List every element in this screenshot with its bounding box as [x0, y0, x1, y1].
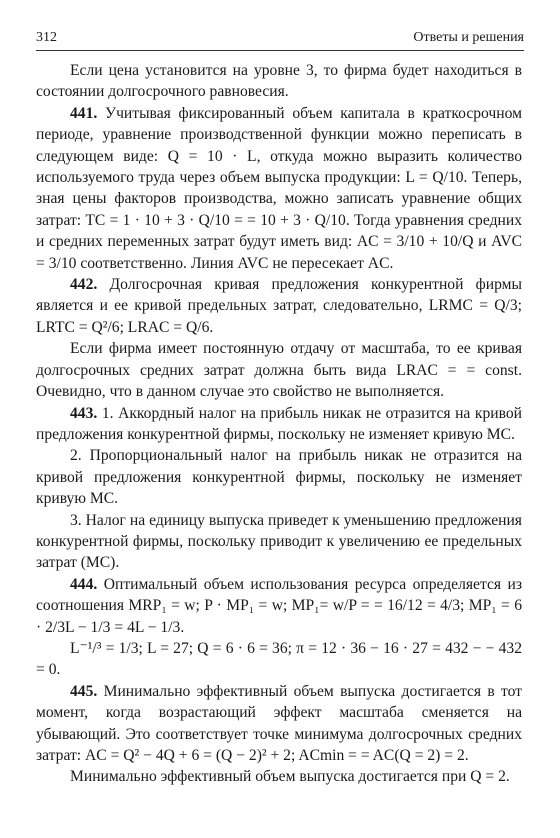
page-number: 312: [36, 30, 57, 45]
problem-number: 445.: [70, 682, 98, 700]
paragraph: 2. Пропорциональный налог на прибыль никак не отразится на кривой предложения конкурентной фирмы, поскольку не изменяет кривую MC.: [36, 447, 522, 508]
paragraph: Если фирма имеет постоянную отдачу от масштаба, то ее кривая долгосрочных средних затрат должна быть вида LRAC = = const. Очевидно, что в данном случае это свойство не выполняется.: [36, 340, 522, 401]
problem-number: 443.: [70, 404, 98, 422]
running-header: [36, 26, 524, 51]
paragraph: Если цена установится на уровне 3, то фирма будет находиться в состоянии долгосрочного равновесия.: [36, 62, 522, 101]
paragraph: 441. Учитывая фиксированный объем капитала в краткосрочном периоде, уравнение производственной функции можно переписать в следующем виде: Q = 10 · L, откуда можно выразить количество используемого труда через объем выпуска продукции: L = Q/10. Теперь, зная цены факторов производства, можно записать уравнение общих затрат: TC = 1 · 10 + 3 · Q/10 = = 10 + 3 · Q/10. Тогда уравнения средних и средних переменных затрат будут иметь вид: AC = 3/10 + 10/Q и AVC = 3/10 соответственно. Линия AVC не пересекает AC.: [36, 104, 522, 272]
paragraph: 444. Оптимальный объем использования ресурса определяется из соотношения MRP₁ = w; P · MP₁ = w; MP₁= w/P = = 16/12 = 4/3; MP₁ = 6 · 2/3L − 1/3 = 4L − 1/3.: [36, 575, 522, 636]
paragraph: 443. 1. Аккордный налог на прибыль никак не отразится на кривой предложения конкурентной фирмы, поскольку не изменяет кривую MC.: [36, 404, 522, 443]
section-title: Ответы и решения: [413, 30, 524, 45]
page-body: [36, 60, 522, 788]
paragraph: 442. Долгосрочная кривая предложения конкурентной фирмы является и ее кривой предельных затрат, следовательно, LRMC = Q/3; LRTC = Q²/6; LRAC = Q/6.: [36, 276, 522, 336]
problem-number: 442.: [70, 276, 98, 294]
problem-number: 441.: [70, 104, 98, 122]
paragraph: L⁻¹/³ = 1/3; L = 27; Q = 6 · 6 = 36; π = 12 · 36 − 16 · 27 = 432 − − 432 = 0.: [36, 639, 522, 679]
paragraph: Минимально эффективный объем выпуска достигается при Q = 2.: [70, 768, 510, 786]
paragraph: 3. Налог на единицу выпуска приведет к уменьшению предложения конкурентной фирмы, поскольку приводит к увеличению ее предельных затрат (MC).: [36, 511, 522, 572]
paragraph: 445. Минимально эффективный объем выпуска достигается в тот момент, когда возрастающий эффект масштаба сменяется на убывающий. Это соответствует точке минимума долгосрочных средних затрат: AC = Q² − 4Q + 6 = (Q − 2)² + 2; ACmin = = AC(Q = 2) = 2.: [36, 682, 522, 764]
problem-number: 444.: [70, 575, 98, 593]
